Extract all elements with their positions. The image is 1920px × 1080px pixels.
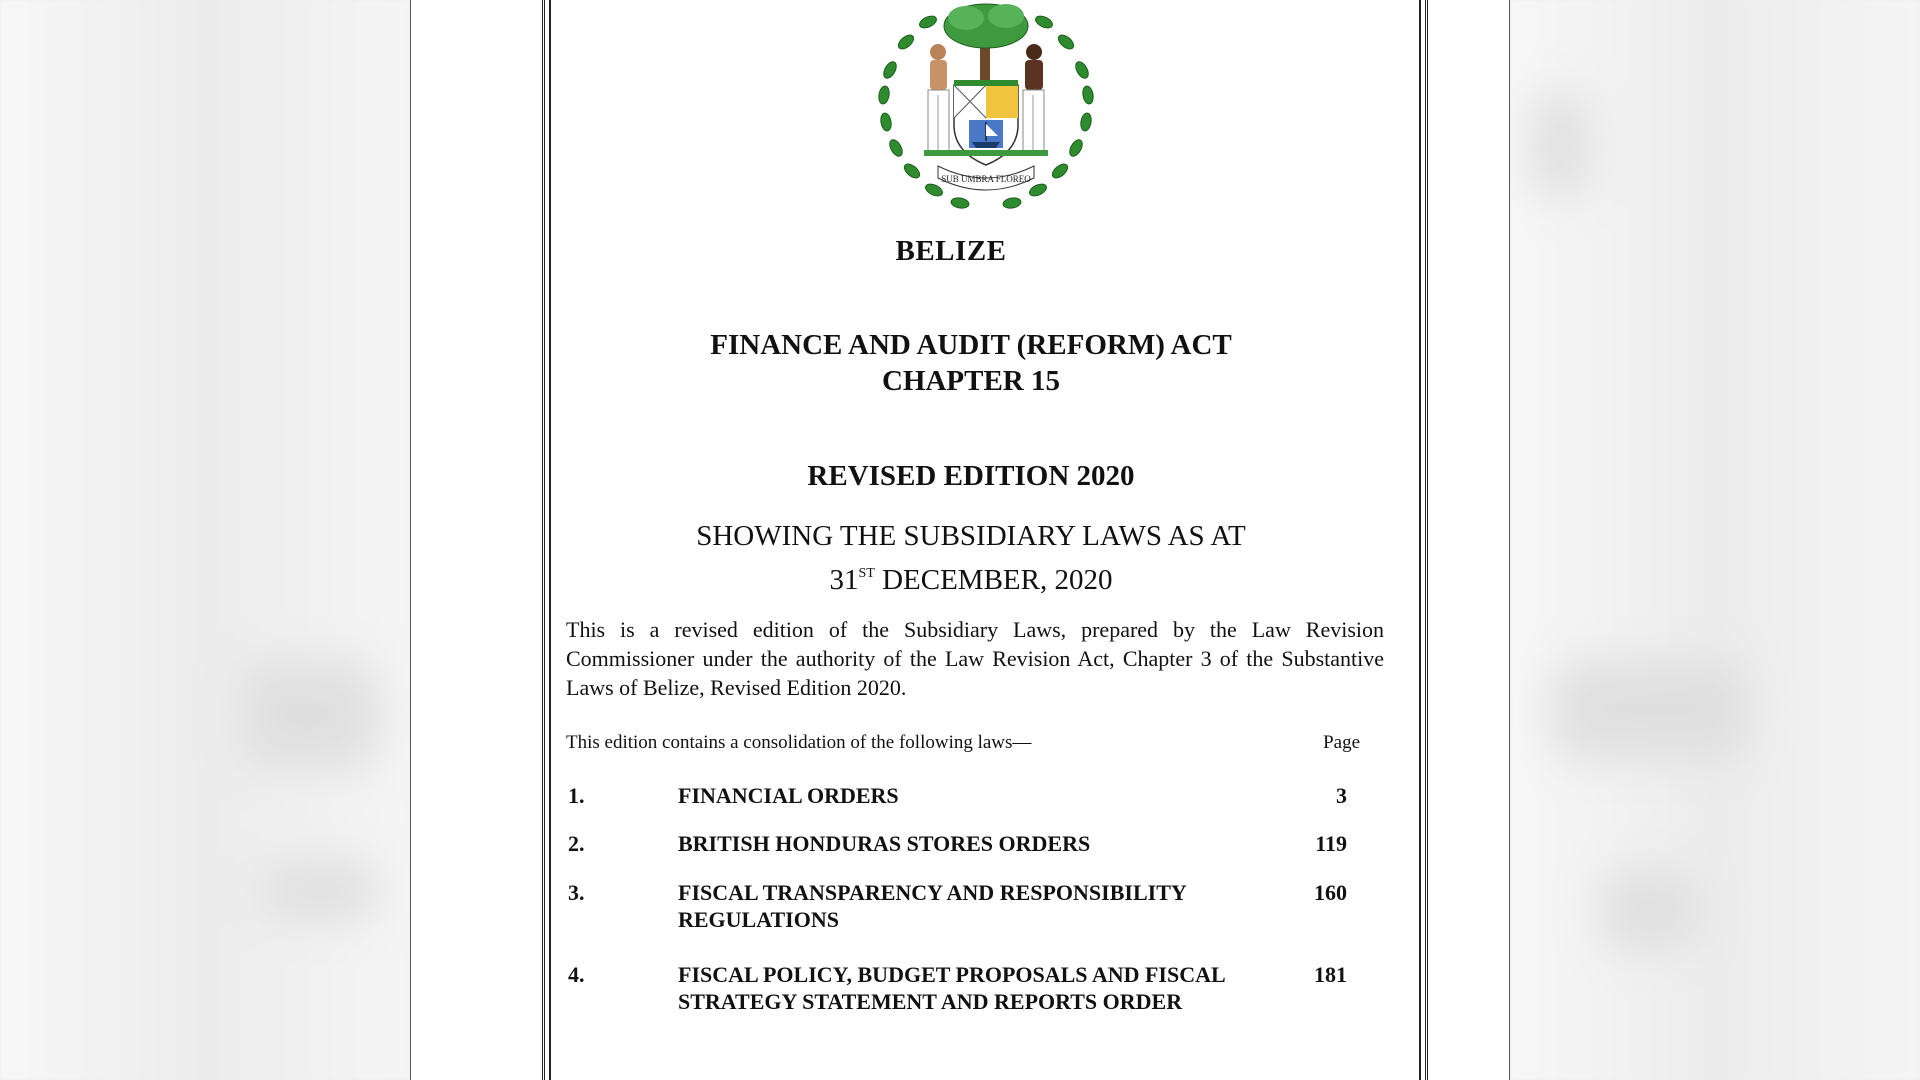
act-title — [561, 327, 1381, 399]
showing-heading — [561, 518, 1381, 599]
law-title: FINANCIAL ORDERS — [678, 783, 899, 808]
consolidation-line — [566, 732, 1384, 754]
showing-date — [561, 555, 1381, 599]
document-page — [410, 0, 1510, 1080]
law-number: 1. — [568, 783, 585, 808]
law-page: 3 — [1336, 783, 1347, 808]
law-number: 4. — [568, 962, 585, 987]
law-title: FISCAL TRANSPARENCY AND RESPONSIBILITY REGULATIONS — [678, 880, 1186, 932]
showing-line-1: SHOWING THE SUBSIDIARY LAWS AS AT — [696, 520, 1246, 552]
showing-date-rest: DECEMBER, 2020 — [874, 564, 1113, 596]
intro-paragraph: This is a revised edition of the Subsidiary Laws, prepared by the Law Revision Commissioner under the authority of the Law Revision Act, Chapter 3 of the Substantive Laws of Belize, Revised Edition 2020. — [566, 617, 1384, 700]
crest-motto: SUB UMBRA FLOREO — [941, 174, 1031, 184]
law-page: 160 — [1314, 880, 1347, 905]
act-title-line-1: FINANCE AND AUDIT (REFORM) ACT — [710, 329, 1232, 361]
law-page: 119 — [1315, 831, 1347, 856]
showing-day: 31 — [829, 564, 859, 596]
law-number: 2. — [568, 831, 585, 856]
blurred-backdrop-left — [0, 0, 410, 1080]
page-column-header: Page — [1323, 732, 1360, 753]
blurred-backdrop-right — [1510, 0, 1920, 1080]
edition-heading: REVISED EDITION 2020 — [807, 460, 1135, 492]
law-page: 181 — [1314, 962, 1347, 987]
country-name: BELIZE — [895, 235, 1007, 267]
law-number: 3. — [568, 880, 585, 905]
law-title: BRITISH HONDURAS STORES ORDERS — [678, 831, 1091, 856]
consolidation-text: This edition contains a consolidation of the following laws— — [566, 732, 1032, 753]
showing-day-suffix: ST — [858, 566, 875, 581]
coat-of-arms-emblem — [866, 0, 1106, 225]
act-chapter: CHAPTER 15 — [881, 365, 1061, 397]
law-title: FISCAL POLICY, BUDGET PROPOSALS AND FISCAL STRATEGY STATEMENT AND REPORTS ORDER — [678, 962, 1225, 1014]
